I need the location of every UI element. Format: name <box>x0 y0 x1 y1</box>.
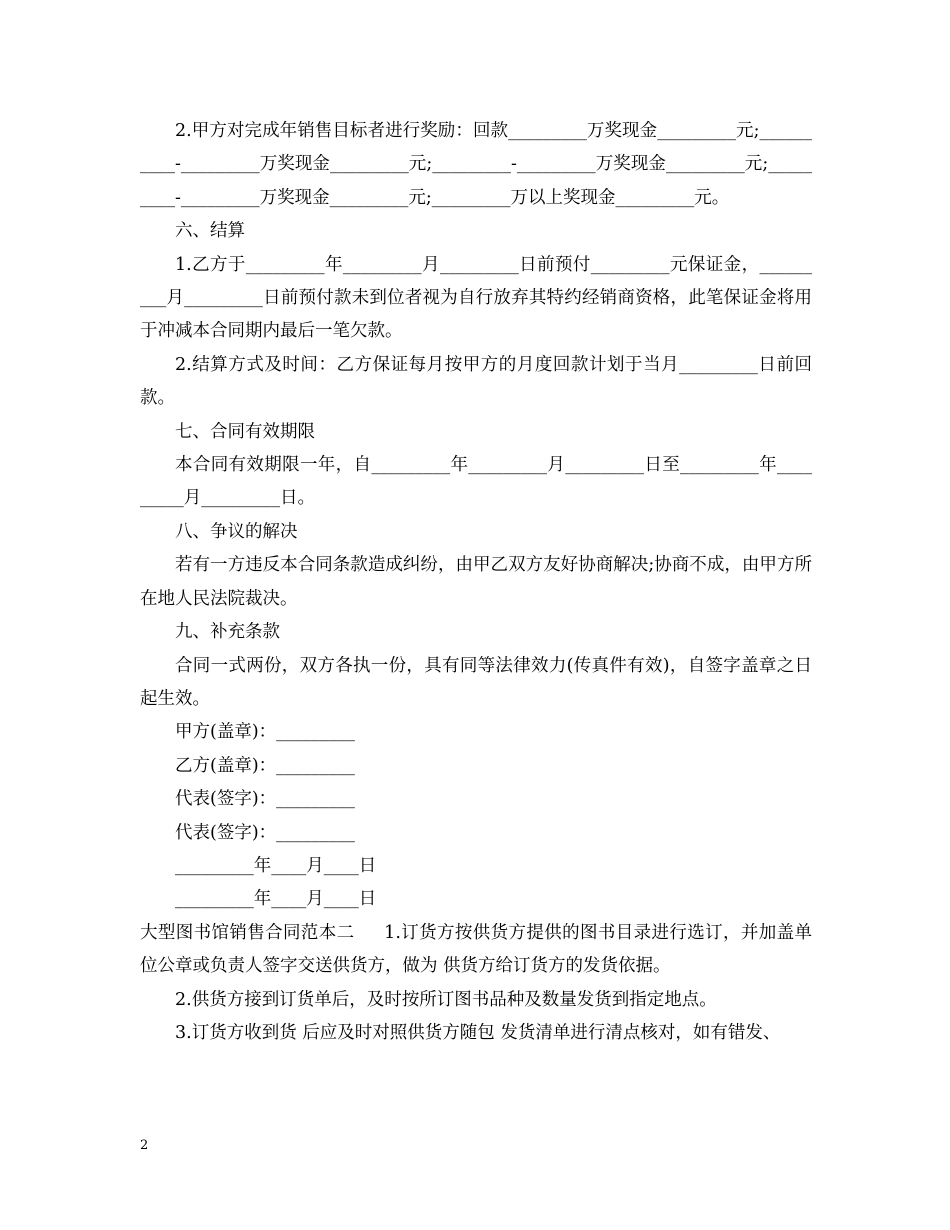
signature-date-a: _________年____月____日 <box>175 855 377 876</box>
section-heading-settlement: 六、结算 <box>175 221 245 242</box>
signature-representative-a: 代表(签字)：_________ <box>175 789 355 810</box>
paragraph-validity: 本合同有效期限一年，自_________年_________月_________日至_________年_________月_________日。 <box>140 455 812 509</box>
signature-party-a: 甲方(盖章)：_________ <box>175 722 355 743</box>
paragraph-item-3: 3.订货方收到货 后应及时对照供货方随包 发货清单进行清点核对，如有错发、 <box>175 1022 781 1043</box>
signature-date-b: _________年____月____日 <box>175 889 377 910</box>
paragraph-dispute: 若有一方违反本合同条款造成纠纷，由甲乙双方友好协商解决;协商不成，由甲方所在地人民法院裁决。 <box>140 555 812 609</box>
paragraph-supplement: 合同一式两份，双方各执一份，具有同等法律效力(传真件有效)，自签字盖章之日起生效。 <box>140 655 812 709</box>
paragraph-sample-two: 大型图书馆销售合同范本二 1.订货方按供货方提供的图书目录进行选订，并加盖单位公章或负责人签字交送供货方，做为 供货方给订货方的发货依据。 <box>140 922 812 977</box>
paragraph-item-2: 2.供货方接到订货单后，及时按所订图书品种及数量发货到指定地点。 <box>175 989 717 1010</box>
paragraph-settlement-1: 1.乙方于_________年_________月_________日前预付_________元保证金，_________月_________日前预付款未到位者视为自行放弃其特约经销商资格，此笔保证金将用于冲减本合同期内最后一笔欠款。 <box>140 254 812 342</box>
page-number: 2 <box>140 1138 149 1153</box>
signature-party-b: 乙方(盖章)：_________ <box>175 755 355 776</box>
paragraph-settlement-2: 2.结算方式及时间：乙方保证每月按甲方的月度回款计划于当月_________日前回款。 <box>140 354 812 409</box>
section-heading-dispute: 八、争议的解决 <box>175 521 298 542</box>
section-heading-supplement: 九、补充条款 <box>175 622 280 643</box>
paragraph-award: 2.甲方对完成年销售目标者进行奖励：回款_________万奖现金_________元;__________-_________万奖现金_________元;_________-_________万奖现金_________元;_________-_________万奖现金_________元;_________万以上奖现金_________元。 <box>140 121 812 208</box>
signature-representative-b: 代表(签字)：_________ <box>175 822 355 843</box>
document-body <box>140 115 812 1050</box>
section-heading-validity: 七、合同有效期限 <box>175 421 315 442</box>
